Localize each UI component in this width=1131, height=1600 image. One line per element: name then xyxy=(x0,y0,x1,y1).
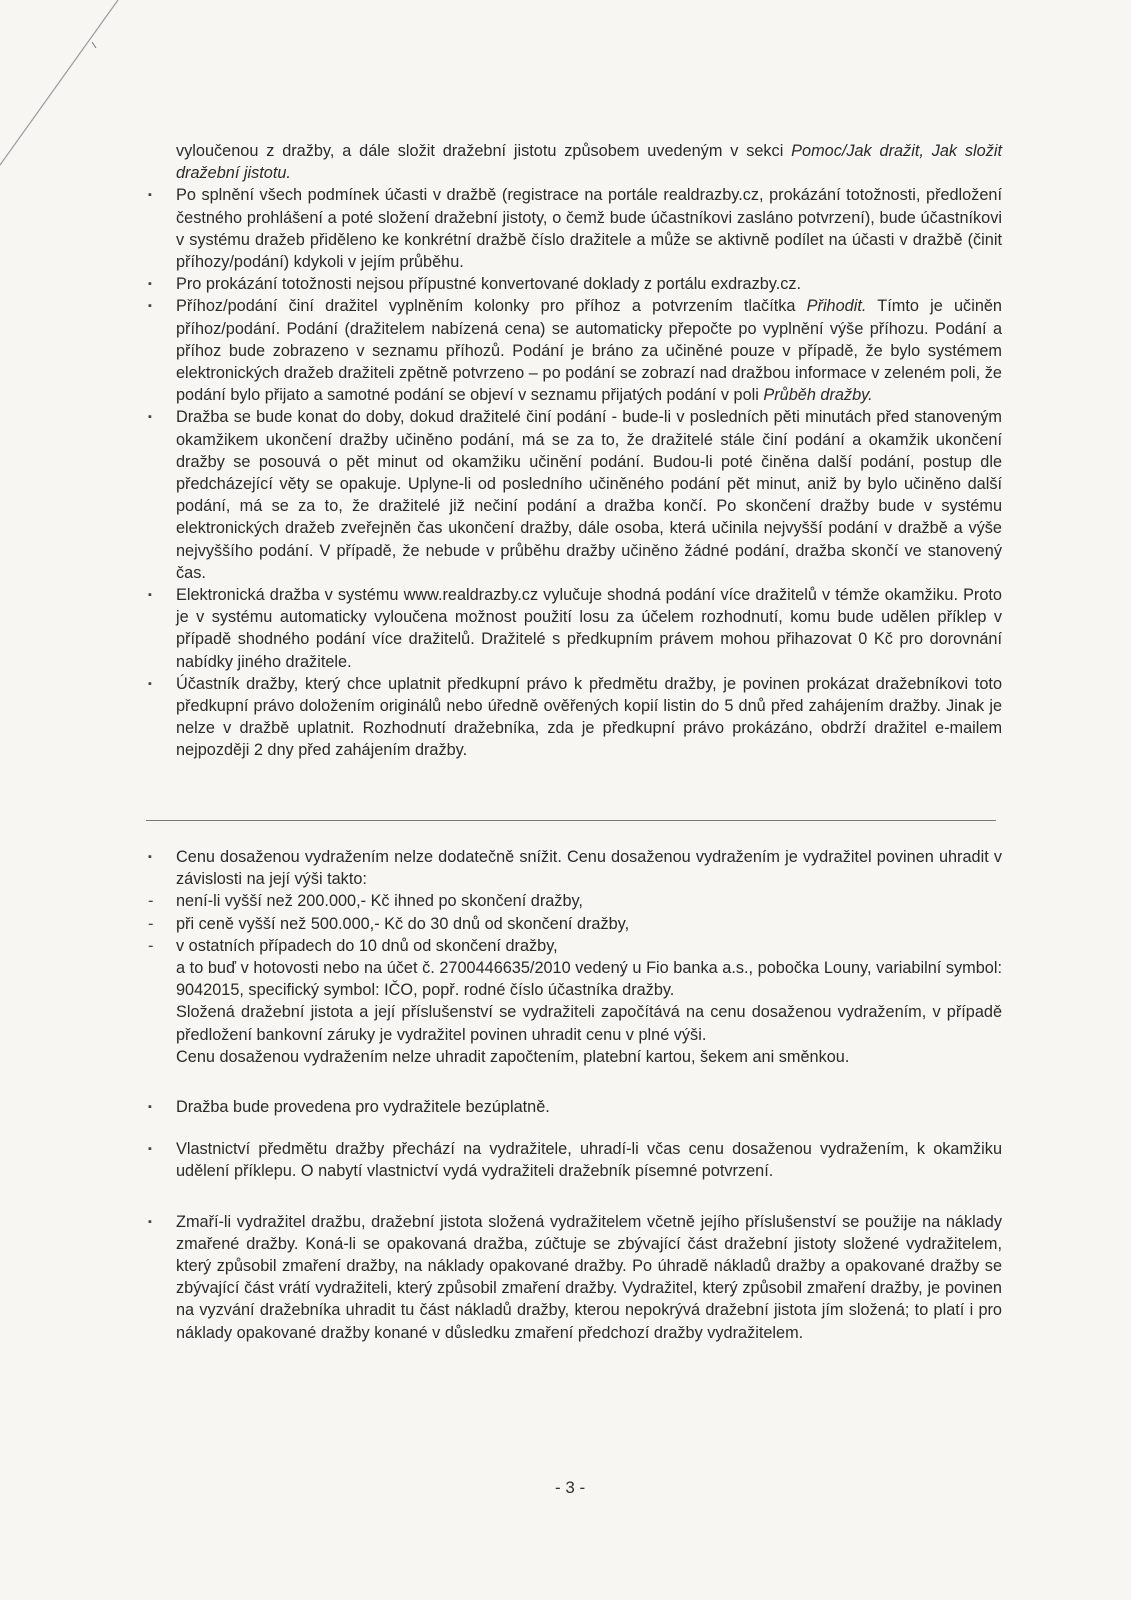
bullet-icon: ▪ xyxy=(148,1215,152,1228)
dash-icon: - xyxy=(148,914,154,933)
text: Dražba bude provedena pro vydražitele bezúplatně. xyxy=(176,1098,550,1117)
help-link-text: Pomoc/Jak dražit, Jak složit dražební jistotu. xyxy=(176,142,1002,183)
dash-icon: - xyxy=(148,936,154,955)
deposit-note: Složená dražební jistota a její příslušenství se vydražiteli započítává na cenu dosaženou vydražením, v případě předložení bankovní záruky je vydražitel povinen uhradit cenu v plné výši. xyxy=(176,1003,1002,1044)
bullet-icon: ▪ xyxy=(148,677,152,690)
bullet-icon: ▪ xyxy=(148,589,152,602)
bullet-icon: ▪ xyxy=(148,1101,152,1114)
bullet-icon: ▪ xyxy=(148,1143,152,1156)
text: Po splnění všech podmínek účasti v dražbě (registrace na portále realdrazby.cz, prokázání totožnosti, předložení čestného prohlášení a poté složení dražební jistoty, o čemž bude účastníkovi zasláno potvrzení), bude účastníkovi v systému dražeb přiděleno ke konkrétní dražbě číslo dražitele a může se aktivně podílet na účasti v dražbě (činit příhozy/podání) kdykoli v jejím průběhu. xyxy=(176,186,1002,272)
page-fold-corner xyxy=(0,0,130,170)
auction-rules-section xyxy=(148,140,1002,762)
payment-term xyxy=(148,890,1002,912)
section-divider xyxy=(146,820,996,821)
bullet-preemption xyxy=(148,673,1002,762)
bullet-free-of-charge xyxy=(148,1096,1002,1118)
text: vyloučenou z dražby, a dále složit dražební jistotu způsobem uvedeným v sekci xyxy=(176,142,792,160)
text: Tímto je učiněn příhoz/podání. Podání (dražitelem nabízená cena) se automaticky přepočte po vyplnění výše příhozu. Podání a příhoz bude zobrazeno v seznamu příhozů. Podání je bráno za učiněné pouze v případě, že bylo systémem elektronických dražeb dražiteli zpětně potvrzeno – po podání se zobrazí nad dražbou informace v zeleném poli, že podání bylo přijato a samotné podání se objeví v seznamu přijatých podání v poli xyxy=(176,297,1002,405)
bullet-identity xyxy=(148,273,1002,295)
bullet-auction-end xyxy=(148,406,1002,584)
dash-icon: - xyxy=(148,892,154,911)
text: není-li vyšší než 200.000,- Kč ihned po skončení dražby, xyxy=(176,892,583,911)
payment-account: a to buď v hotovosti nebo na účet č. 2700446635/2010 vedený u Fio banka a.s., pobočka Louny, variabilní symbol: 9042015, specifický symbol: IČO, popř. rodné číslo účastníka dražby. xyxy=(176,959,1002,1000)
payment-section xyxy=(148,846,1002,1344)
bullet-identical-bids xyxy=(148,584,1002,673)
bullet-frustration xyxy=(148,1211,1002,1344)
paragraph-continuation xyxy=(176,140,1002,184)
bullet-icon: ▪ xyxy=(148,851,152,863)
bullet-icon: ▪ xyxy=(148,278,152,291)
bullet-participation xyxy=(148,184,1002,273)
text: při ceně vyšší než 500.000,- Kč do 30 dnů od skončení dražby, xyxy=(176,914,630,933)
text: Cenu dosaženou vydražením nelze dodatečně snížit. Cenu dosaženou vydražením je vydražitel povinen uhradit v závislosti na její výši takto: xyxy=(176,848,1002,889)
payment-term xyxy=(148,913,1002,935)
bullet-bidding xyxy=(148,295,1002,406)
text: Příhoz/podání činí dražitel vyplněním kolonky pro příhoz a potvrzením tlačítka xyxy=(176,297,807,316)
text: Pro prokázání totožnosti nejsou přípustné konvertované doklady z portálu exdrazby.cz. xyxy=(176,275,802,294)
no-offset-note: Cenu dosaženou vydražením nelze uhradit započtením, platební kartou, šekem ani směnkou. xyxy=(176,1047,850,1066)
bullet-ownership xyxy=(148,1138,1002,1182)
text: v ostatních případech do 10 dnů od skončení dražby, xyxy=(176,936,558,955)
bullet-payment xyxy=(148,846,1002,890)
bullet-icon: ▪ xyxy=(148,189,152,202)
text: Vlastnictví předmětu dražby přechází na vydražitele, uhradí-li včas cenu dosaženou vydražením, k okamžiku udělení příklepu. O nabytí vlastnictví vydá vydražiteli dražebník písemné potvrzení. xyxy=(176,1140,1002,1181)
text: Elektronická dražba v systému www.realdrazby.cz vylučuje shodná podání více dražitelů v témže okamžiku. Proto je v systému automaticky vyloučena možnost použití losu za účelem rozhodnutí, komu bude udělen příklep v případě shodného podání více dražitelů. Dražitelé s předkupním právem mohou přihazovat 0 Kč pro dorovnání nabídky jiného dražitele. xyxy=(176,586,1002,671)
bullet-icon: ▪ xyxy=(148,300,152,313)
field-name-text: Průběh dražby. xyxy=(763,386,873,405)
payment-term xyxy=(148,935,1002,957)
text: Zmaří-li vydražitel dražbu, dražební jistota složená vydražitelem včetně jejího příslušenství se použije na náklady zmařené dražby. Koná-li se opakovaná dražba, zúčtuje se zbývající část dražební jistoty složené vydražitelem, který způsobil zmaření dražby, na náklady opakované dražby. Po úhradě nákladů dražby a opakované dražby se zbývající část vrátí vydražiteli, který způsobil zmaření dražby. Vydražitel, který způsobil zmaření dražby, je povinen na vyzvání dražebníka uhradit tu část nákladů dražby, kterou nepokrývá dražební jistota jím složená; to platí i pro náklady opakované dražby konané v důsledku zmaření předchozí dražby vydražitelem. xyxy=(176,1212,1002,1342)
bullet-icon: ▪ xyxy=(148,411,152,424)
text: Účastník dražby, který chce uplatnit předkupní právo k předmětu dražby, je povinen prokázat dražebníkovi toto předkupní právo doložením originálů nebo úředně ověřených kopií listin do 5 dnů před zahájením dražby. Jinak je nelze v dražbě uplatnit. Rozhodnutí dražebníka, zda je předkupní právo prokázáno, obdrží dražitel e-mailem nejpozději 2 dny před zahájením dražby. xyxy=(176,674,1002,760)
text: Dražba se bude konat do doby, dokud dražitelé činí podání - bude-li v posledních pěti minutách před stanoveným okamžikem ukončení dražby učiněno podání, má se za to, že dražitelé stále činí podání a okamžik ukončení dražby se posouvá o pět minut od okamžiku učinění podání. Budou-li poté činěna další podání, postup dle předcházející věty se opakuje. Uplyne-li od posledního učiněného podání pět minut, aniž by bylo učiněno další podání, má se za to, že dražitelé již nečiní podání a dražba končí. Po skončení dražby bude v systému elektronických dražeb zveřejněn čas ukončení dražby, dále osoba, která učinila nejvyšší podání v dražbě a výše nejvyššího podání. V případě, že nebude v průběhu dražby učiněno žádné podání, dražba skončí ve stanovený čas. xyxy=(176,408,1002,582)
page-number: - 3 - xyxy=(555,1478,586,1497)
button-name-text: Přihodit. xyxy=(806,297,867,316)
